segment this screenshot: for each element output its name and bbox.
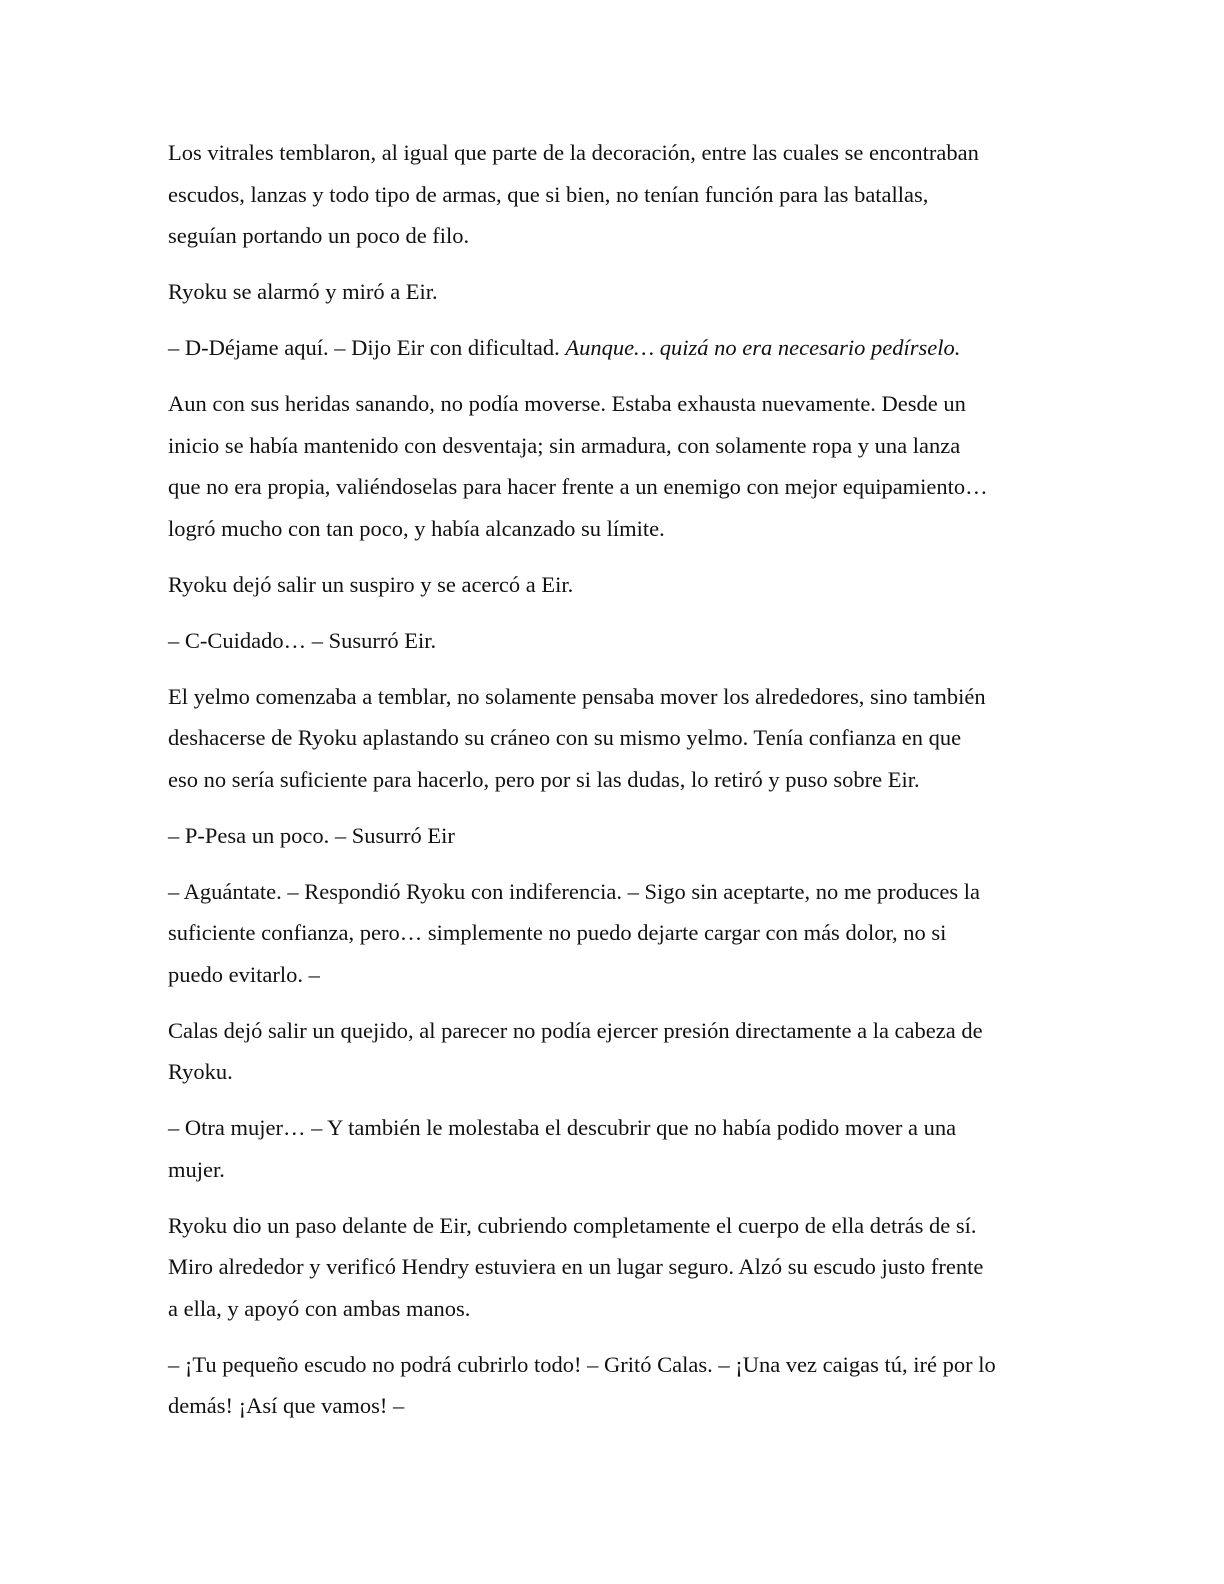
text-line: a ella, y apoyó con ambas manos. xyxy=(168,1295,471,1321)
text-line: Los vitrales temblaron, al igual que parte de la decoración, entre las cuales se encontraban xyxy=(168,140,979,165)
text-line: Ryoku. xyxy=(168,1059,233,1084)
text-line: logró mucho con tan poco, y había alcanzado su límite. xyxy=(168,515,665,541)
text-line: – ¡Tu pequeño escudo no podrá cubrirlo todo! – Gritó Calas. – ¡Una vez caigas tú, iré por lo xyxy=(168,1351,996,1377)
paragraph xyxy=(168,1205,1058,1330)
paragraph xyxy=(168,271,1058,313)
italic-thought: Aunque… quizá no era necesario pedírselo. xyxy=(565,335,961,360)
text-line: deshacerse de Ryoku aplastando su cráneo con su mismo yelmo. Tenía confianza en que xyxy=(168,725,962,750)
text-line: Ryoku dio un paso delante de Eir, cubriendo completamente el cuerpo de ella detrás de sí. xyxy=(168,1212,977,1238)
paragraph xyxy=(168,815,1058,857)
paragraph xyxy=(168,327,1058,369)
paragraph xyxy=(168,383,1058,549)
text-line: Aun con sus heridas sanando, no podía moverse. Estaba exhausta nuevamente. Desde un xyxy=(168,391,966,416)
paragraph xyxy=(168,132,1058,257)
text-line: Calas dejó salir un quejido, al parecer no podía ejercer presión directamente a la cabeza de xyxy=(168,1017,983,1043)
text-line: Ryoku se alarmó y miró a Eir. xyxy=(168,279,438,304)
text-line: – Aguántate. – Respondió Ryoku con indiferencia. – Sigo sin aceptarte, no me produces la xyxy=(168,878,981,904)
paragraph xyxy=(168,871,1058,996)
paragraph xyxy=(168,620,1058,662)
text-line: Ryoku dejó salir un suspiro y se acercó a Eir. xyxy=(168,571,574,597)
text-line xyxy=(168,327,1058,369)
dialogue-text: – D-Déjame aquí. – Dijo Eir con dificultad. xyxy=(168,335,566,360)
paragraph xyxy=(168,1010,1058,1093)
document-page xyxy=(168,132,1058,1441)
text-line: – Otra mujer… – Y también le molestaba el descubrir que no había podido mover a una xyxy=(168,1115,957,1140)
paragraph xyxy=(168,1344,1058,1427)
paragraph xyxy=(168,676,1058,801)
text-line: – P-Pesa un poco. – Susurró Eir xyxy=(168,822,455,848)
text-line: que no era propia, valiéndoselas para hacer frente a un enemigo con mejor equipamiento… xyxy=(168,474,988,499)
text-line: Miro alrededor y verificó Hendry estuviera en un lugar seguro. Alzó su escudo justo frente xyxy=(168,1254,984,1279)
paragraph xyxy=(168,1107,1058,1190)
text-line: puedo evitarlo. – xyxy=(168,961,320,987)
text-line: seguían portando un poco de filo. xyxy=(168,223,470,248)
text-line: – C-Cuidado… – Susurró Eir. xyxy=(168,627,437,653)
paragraph xyxy=(168,564,1058,606)
text-line: El yelmo comenzaba a temblar, no solamente pensaba mover los alrededores, sino también xyxy=(168,683,986,709)
text-line: demás! ¡Así que vamos! – xyxy=(168,1393,405,1418)
text-line: mujer. xyxy=(168,1156,225,1182)
text-line: escudos, lanzas y todo tipo de armas, que si bien, no tenían función para las batallas, xyxy=(168,181,929,207)
text-line: suficiente confianza, pero… simplemente no puedo dejarte cargar con más dolor, no si xyxy=(168,920,947,945)
text-line: eso no sería suficiente para hacerlo, pero por si las dudas, lo retiró y puso sobre Eir. xyxy=(168,766,920,792)
text-line: inicio se había mantenido con desventaja; sin armadura, con solamente ropa y una lanza xyxy=(168,432,961,458)
